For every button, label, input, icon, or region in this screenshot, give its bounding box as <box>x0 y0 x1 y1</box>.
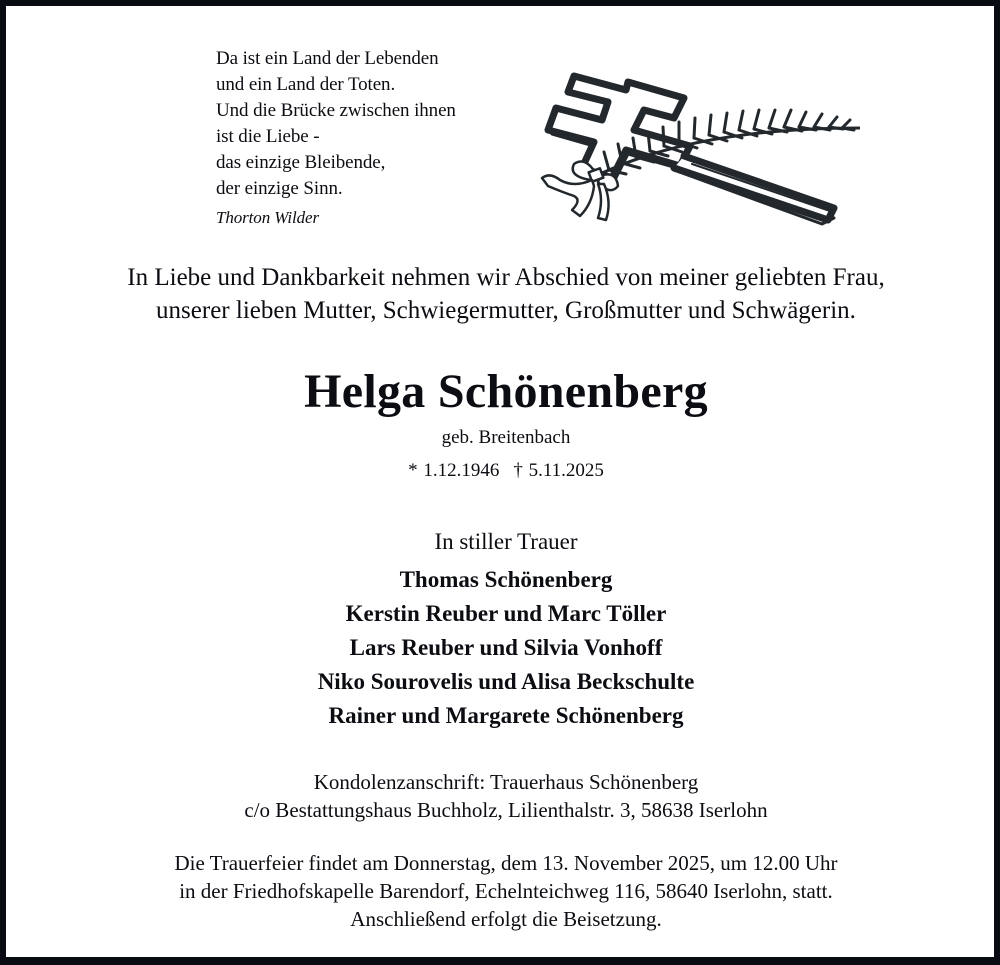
poem-line: ist die Liebe - <box>216 126 320 147</box>
poem-line: der einzige Sinn. <box>216 178 343 199</box>
poem-author: Thorton Wilder <box>216 208 319 227</box>
deceased-name: Helga Schönenberg <box>304 365 708 418</box>
intro-line: unserer lieben Mutter, Schwiegermutter, Großmutter und Schwägerin. <box>156 297 856 324</box>
death-date: † 5.11.2025 <box>513 460 604 481</box>
intro-line: In Liebe und Dankbarkeit nehmen wir Abschied von meiner geliebten Frau, <box>127 264 885 291</box>
ceremony-line: in der Friedhofskapelle Barendorf, Echelnteichweg 116, 58640 Iserlohn, statt. <box>179 879 833 903</box>
intro-text <box>6 261 1000 327</box>
ceremony-line: Anschließend erfolgt die Beisetzung. <box>350 907 662 931</box>
mourning-label: In stiller Trauer <box>434 529 578 554</box>
mourner: Rainer und Margarete Schönenberg <box>328 703 684 728</box>
poem-line: Und die Brücke zwischen ihnen <box>216 100 456 121</box>
maiden-name: geb. Breitenbach <box>441 427 571 448</box>
condolence-line: Kondolenzanschrift: Trauerhaus Schönenberg <box>313 770 699 794</box>
cross-with-palm-branch-and-bow-icon <box>534 68 869 226</box>
poem-line: und ein Land der Toten. <box>216 74 396 95</box>
poem <box>216 46 456 229</box>
condolence-address <box>6 768 1000 824</box>
mourner: Niko Sourovelis und Alisa Beckschulte <box>317 669 695 694</box>
life-dates <box>6 458 1000 484</box>
mourner: Kerstin Reuber und Marc Töller <box>345 601 667 626</box>
condolence-line: c/o Bestattungshaus Buchholz, Lilienthalstr. 3, 58638 Iserlohn <box>244 798 768 822</box>
poem-line: das einzige Bleibende, <box>216 152 386 173</box>
mourners-list <box>6 563 1000 733</box>
ceremony-info <box>6 849 1000 933</box>
poem-line: Da ist ein Land der Lebenden <box>216 48 439 69</box>
mourner: Lars Reuber und Silvia Vonhoff <box>349 635 663 660</box>
birth-date: * 1.12.1946 <box>408 460 500 481</box>
ceremony-line: Die Trauerfeier findet am Donnerstag, dem 13. November 2025, um 12.00 Uhr <box>174 851 838 875</box>
mourner: Thomas Schönenberg <box>399 567 613 592</box>
